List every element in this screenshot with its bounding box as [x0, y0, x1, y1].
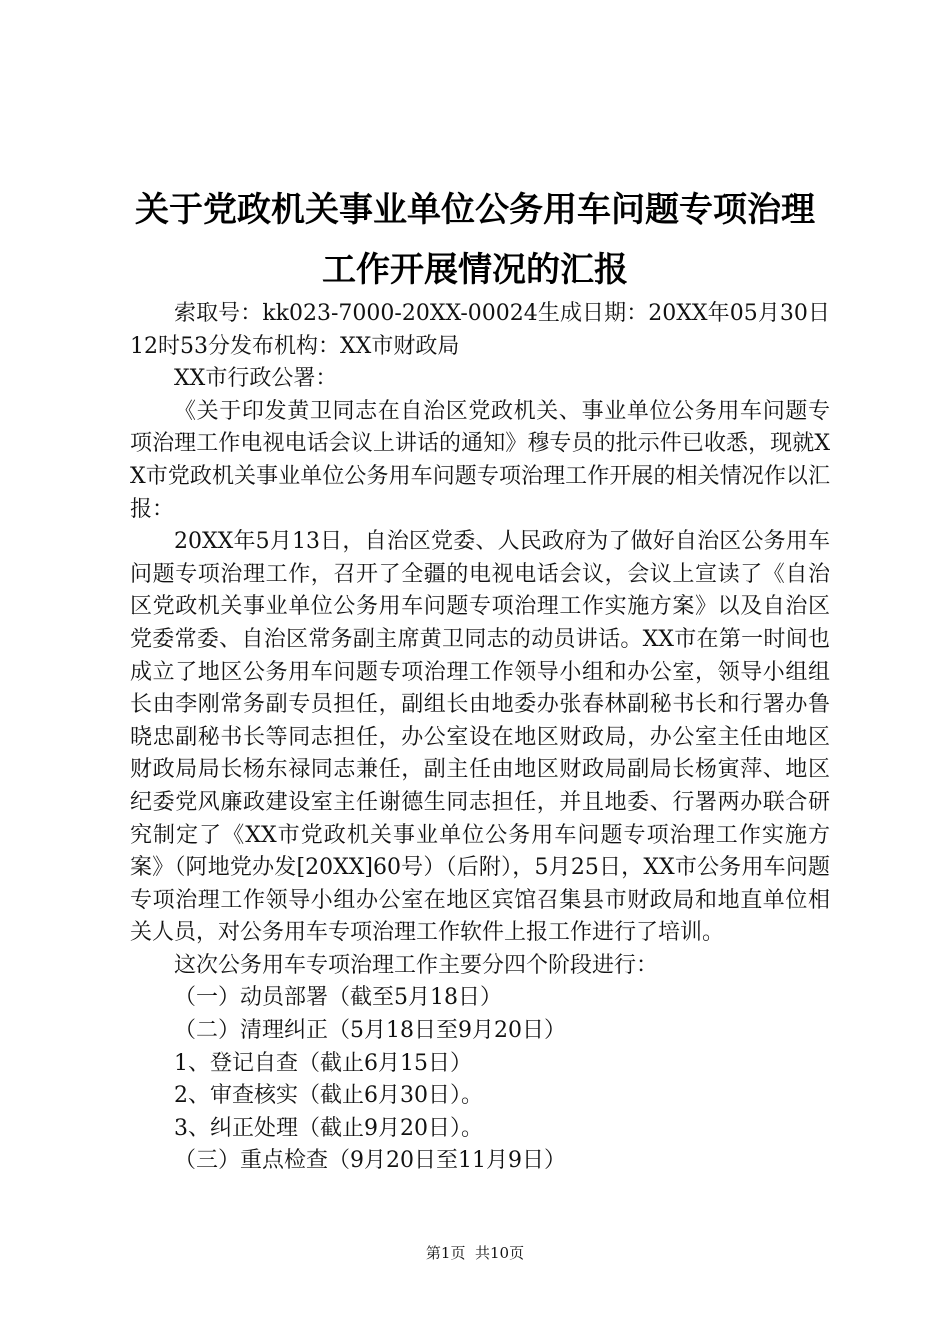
document-title-line-2: 工作开展情况的汇报: [322, 250, 628, 290]
sub-stage-item: 3、纠正处理（截止9月20日）。: [174, 1115, 483, 1141]
addressee: XX市行政公署：: [174, 366, 338, 392]
sub-stage-item: 1、登记自查（截止6月15日）: [174, 1050, 472, 1076]
stage-item: （三）重点检查（9月20日至11月9日）: [174, 1148, 566, 1174]
stages-intro: 这次公务用车专项治理工作主要分四个阶段进行：: [174, 952, 659, 978]
document-body: [130, 298, 830, 1178]
background-paragraph: 20XX年5月13日，自治区党委、人民政府为了做好自治区公务用车问题专项治理工作，召开了全疆的电视电话会议，会议上宣读了《自治区党政机关事业单位公务用车问题专项治理工作实施方案》以及自治区党委常委、自治区常务副主席黄卫同志的动员讲话。XX市在第一时间也成立了地区公务用车问题专项治理工作领导小组和办公室，领导小组组长由李刚常务副专员担任，副组长由地委办张春林副秘书长和行署办鲁晓忠副秘书长等同志担任，办公室设在地区财政局，办公室主任由地区财政局局长杨东禄同志兼任，副主任由地区财政局副局长杨寅萍、地区纪委党风廉政建设室主任谢德生同志担任，并且地委、行署两办联合研究制定了《XX市党政机关事业单位公务用车问题专项治理工作实施方案》（阿地党办发[20XX]60号）（后附），5月25日，XX市公务用车问题专项治理工作领导小组办公室在地区宾馆召集县市财政局和地直单位相关人员，对公务用车专项治理工作软件上报工作进行了培训。: [130, 529, 830, 946]
page-number-footer: 第1页 共10页: [425, 1244, 525, 1262]
metadata-paragraph: 索取号：kk023-7000-20XX-00024生成日期：20XX年05月30日12时53分发布机构：XX市财政局: [130, 301, 830, 359]
stage-item: （一）动员部署（截至5月18日）: [174, 985, 502, 1011]
document-title-line-1: 关于党政机关事业单位公务用车问题专项治理: [135, 190, 815, 230]
sub-stage-item: 2、审查核实（截止6月30日）。: [174, 1083, 483, 1109]
intro-paragraph: 《关于印发黄卫同志在自治区党政机关、事业单位公务用车问题专项治理工作电视电话会议上讲话的通知》穆专员的批示件已收悉，现就XX市党政机关事业单位公务用车问题专项治理工作开展的相关情况作以汇报：: [130, 398, 830, 522]
stage-item: （二）清理纠正（5月18日至9月20日）: [174, 1018, 566, 1044]
